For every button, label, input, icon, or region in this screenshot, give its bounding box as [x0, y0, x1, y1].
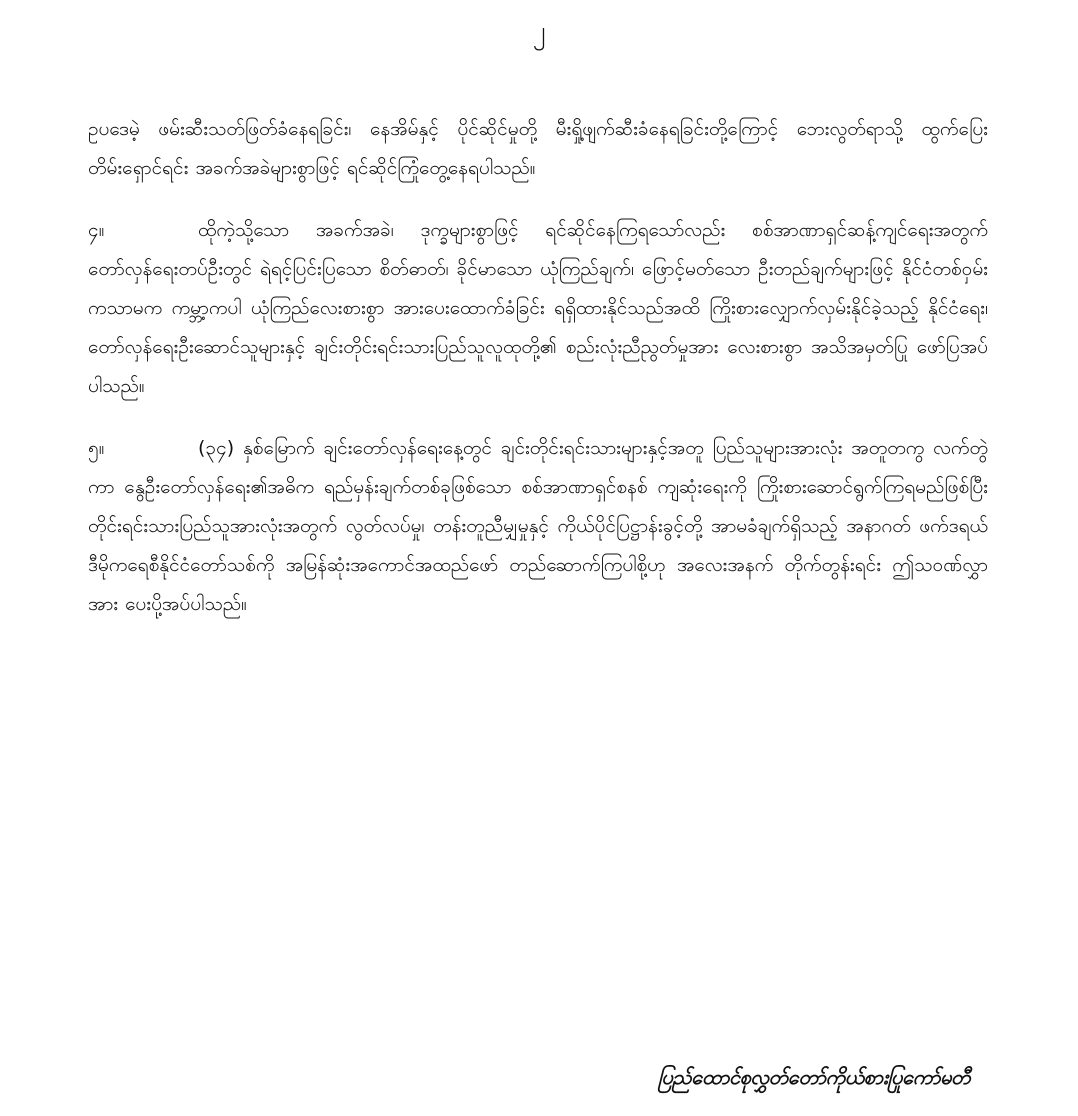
page-number: ၂: [532, 16, 546, 46]
document-body: [88, 110, 988, 624]
paragraph-number: ၅။: [88, 437, 105, 459]
paragraph-text: ထိုကဲ့သို့သော အခက်အခဲ၊ ဒုက္ခများစွာဖြင့် ရင်ဆိုင်နေကြရသော်လည်း စစ်အာဏာရှင်ဆန့်ကျင်ရေးအတွက် တော်လှန်ရေးတပ်ဦးတွင် ရဲရင့်ပြင်းပြသော စိတ်ဓာတ်၊ ခိုင်မာသော ယုံကြည်ချက်၊ ဖြောင့်မတ်သော ဦးတည်ချက်များဖြင့် နိုင်ငံတစ်ဝှမ်းကသာမက ကမ္ဘာ့ကပါ ယုံကြည်လေးစားစွာ အားပေးထောက်ခံခြင်း ရရှိထားနိုင်သည်အထိ ကြိုးစားလျှောက်လှမ်းနိုင်ခဲ့သည့် နိုင်ငံရေး၊ တော်လှန်ရေးဦးဆောင်သူများနှင့် ချင်းတိုင်းရင်းသားပြည်သူလူထုတို့၏ စည်းလုံးညီညွတ်မှုအား လေးစားစွာ အသိအမှတ်ပြု ဖော်ပြအပ်ပါသည်။: [88, 219, 988, 397]
paragraph-5: [88, 429, 988, 624]
paragraph-text: (၃၄) နှစ်မြောက် ချင်းတော်လှန်ရေးနေ့တွင် ချင်းတိုင်းရင်းသားများနှင့်အတူ ပြည်သူများအားလုံး အတူတကွ လက်တွဲကာ နွေဦးတော်လှန်ရေး၏အဓိက ရည်မှန်းချက်တစ်ခုဖြစ်သော စစ်အာဏာရှင်စနစ် ကျဆုံးရေးကို ကြိုးစားဆောင်ရွက်ကြရမည်ဖြစ်ပြီး တိုင်းရင်းသားပြည်သူအားလုံးအတွက် လွတ်လပ်မှု၊ တန်းတူညီမျှမှုနှင့် ကိုယ်ပိုင်ပြဋ္ဌာန်းခွင့်တို့ အာမခံချက်ရှိသည့် အနာဂတ် ဖက်ဒရယ်ဒီမိုကရေစီနိုင်ငံတော်သစ်ကို အမြန်ဆုံးအကောင်အထည်ဖော် တည်ဆောက်ကြပါစို့ဟု အလေးအနက် တိုက်တွန်းရင်း ဤသဝဏ်လွှာအား ပေးပို့အပ်ပါသည်။: [88, 437, 988, 615]
paragraph-number: ၄။: [88, 219, 105, 241]
paragraph-4: [88, 211, 988, 406]
paragraph-continuation: [88, 110, 988, 188]
signature-organization: ပြည်ထောင်စုလွှတ်တော်ကိုယ်စားပြုကော်မတီ: [658, 1065, 970, 1089]
paragraph-text: ဥပဒေမဲ့ ဖမ်းဆီးသတ်ဖြတ်ခံနေရခြင်း၊ နေအိမ်နှင့် ပိုင်ဆိုင်မှုတို့ မီးရှို့ဖျက်ဆီးခံနေရခြင်းတို့ကြောင့် ဘေးလွတ်ရာသို့ ထွက်ပြေးတိမ်းရှောင်ရင်း အခက်အခဲများစွာဖြင့် ရင်ဆိုင်ကြုံတွေ့နေရပါသည်။: [88, 118, 988, 179]
